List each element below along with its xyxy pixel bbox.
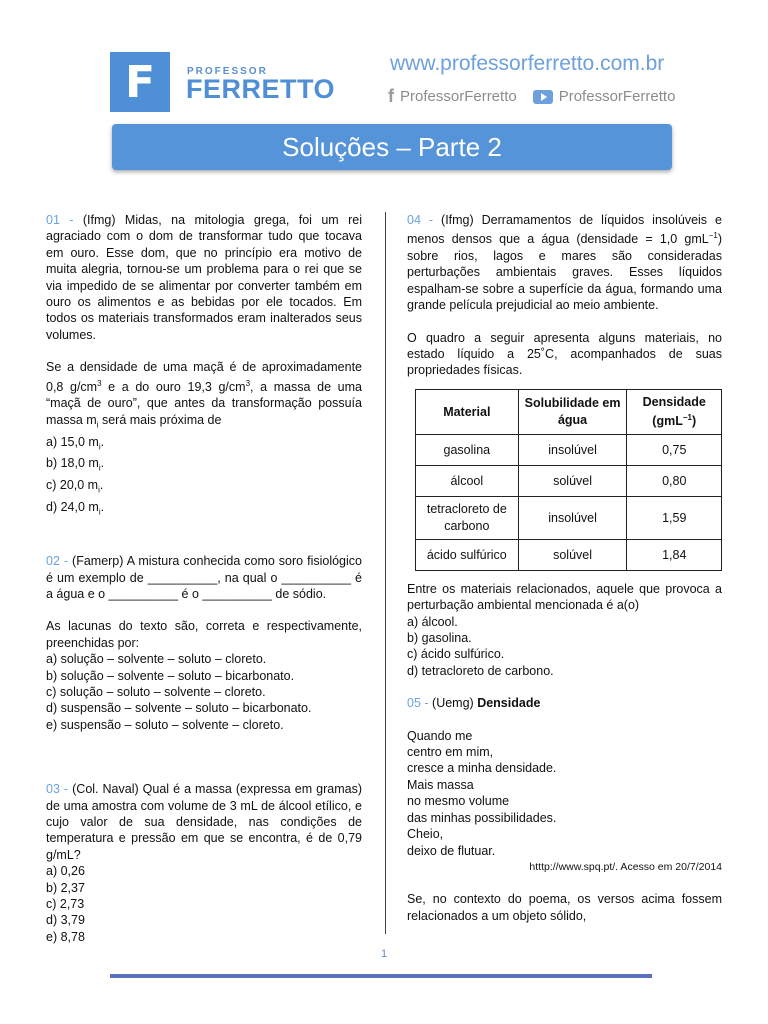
question-number: 01 - bbox=[46, 213, 74, 227]
option: b) 18,0 $m_i$. bbox=[46, 456, 105, 473]
question-04-stem: Entre os materiais relacionados, aquele que provoca a perturbação ambiental mencionada é a(o) bbox=[407, 581, 722, 613]
logo-title: FERRETTO bbox=[186, 74, 336, 104]
table-cell: 0,80 bbox=[627, 465, 722, 496]
option: c) 20,0 $m_i$. bbox=[46, 478, 104, 495]
table-cell: 0,75 bbox=[627, 434, 722, 465]
question-05-heading: 05 - (Uemg) Densidade bbox=[407, 696, 541, 711]
column-divider bbox=[385, 212, 386, 934]
poem-line: Quando me bbox=[407, 728, 473, 743]
table-cell: solúvel bbox=[518, 465, 627, 496]
option: a) álcool. bbox=[407, 614, 458, 629]
question-number: 05 - bbox=[407, 696, 429, 711]
table-cell: insolúvel bbox=[518, 434, 627, 465]
logo-subtitle: PROFESSOR bbox=[187, 66, 268, 77]
poem-line: centro em mim, bbox=[407, 745, 494, 760]
table-cell: 1,84 bbox=[627, 539, 722, 570]
option: e) 8,78 bbox=[46, 929, 85, 944]
question-02-text: 02 - (Famerp) A mistura conhecida como soro fisiológico é um exemplo de __________, na qual o __________ é a água e o __________ é o __________ de sódio. bbox=[46, 554, 362, 601]
question-03-text: 03 - (Col. Naval) Qual é a massa (expressa em gramas) de uma amostra com volume de 3 mL de álcool etílico, e cujo valor de sua densidade, nas condições de temperatura e pressão em que se encontra, é de 0,79 g/mL? bbox=[46, 782, 362, 862]
youtube-link[interactable]: ProfessorFerretto bbox=[558, 88, 676, 105]
website-link[interactable]: www.professorferretto.com.br bbox=[390, 52, 665, 75]
table-header: Solubilidade em água bbox=[518, 389, 627, 434]
option: a) solução – solvente – soluto – cloreto. bbox=[46, 652, 267, 667]
option: b) gasolina. bbox=[407, 631, 472, 646]
option: c) 2,73 bbox=[46, 897, 85, 912]
facebook-icon: f bbox=[388, 86, 394, 106]
properties-table bbox=[415, 389, 722, 571]
poem-line: no mesmo volume bbox=[407, 794, 510, 809]
question-02-stem: As lacunas do texto são, correta e respectivamente, preenchidas por: bbox=[46, 619, 362, 650]
logo-letter: F bbox=[124, 56, 156, 108]
poem-line: cresce a minha densidade. bbox=[407, 761, 557, 776]
poem-line: deixo de flutuar. bbox=[407, 843, 496, 858]
option: a) 15,0 $m_i$. bbox=[46, 434, 105, 452]
option: b) 2,37 bbox=[46, 880, 85, 895]
table-row bbox=[416, 496, 722, 539]
table-row bbox=[416, 434, 722, 465]
table-row bbox=[416, 539, 722, 570]
facebook-link[interactable]: ProfessorFerretto bbox=[400, 88, 517, 105]
social-links bbox=[388, 86, 675, 107]
youtube-icon bbox=[533, 90, 553, 104]
table-header: Densidade (gmL$^{-1}$) bbox=[627, 389, 722, 434]
table-row bbox=[416, 465, 722, 496]
option: c) solução – soluto – solvente – cloreto. bbox=[46, 685, 266, 699]
option: e) suspensão – soluto – solvente – cloreto. bbox=[46, 717, 284, 732]
question-01-text: 01 - (Ifmg) Midas, na mitologia grega, foi um rei agraciado com o dom de transformar tudo que tocava em ouro. Esse dom, que no princípio era motivo de muita alegria, tornou-se um problema para o rei que se via impedido de se alimentar por converter também em ouro os alimentos e as bebidas por ele tocados. Em todos os materiais transformados eram inalterados seus volumes. bbox=[46, 213, 362, 342]
footer-bar bbox=[110, 974, 652, 978]
poem-source: htttp://www.spq.pt/. Acesso em 20/7/2014 bbox=[529, 860, 722, 873]
poem-line: Cheio, bbox=[407, 827, 444, 842]
question-05-text: Se, no contexto do poema, os versos acima fossem relacionados a um objeto sólido, bbox=[407, 892, 722, 923]
table-cell: gasolina bbox=[416, 434, 519, 465]
table-cell: ácido sulfúrico bbox=[416, 539, 519, 570]
question-01-stem: Se a densidade de uma maçã é de aproximadamente 0,8 $g/cm^3$ e a do ouro 19,3 $g/cm^3$, a massa de uma “maçã de ouro”, que antes da transformação possuía massa $m_i$ será mais próxima de bbox=[46, 360, 362, 430]
option: d) tetracloreto de carbono. bbox=[407, 663, 554, 678]
table-cell: tetracloreto de carbono bbox=[416, 496, 519, 539]
table-header-row bbox=[416, 389, 722, 434]
option: b) solução – solvente – soluto – bicarbonato. bbox=[46, 668, 295, 683]
right-column bbox=[407, 212, 722, 924]
question-number: 04 - bbox=[407, 213, 434, 227]
option: c) ácido sulfúrico. bbox=[407, 647, 505, 662]
option: d) 24,0 $m_i$. bbox=[46, 500, 105, 517]
option: d) 3,79 bbox=[46, 913, 85, 928]
poem-line: Mais massa bbox=[407, 777, 474, 792]
table-cell: álcool bbox=[416, 465, 519, 496]
page-title: Soluções – Parte 2 bbox=[112, 124, 672, 170]
left-column bbox=[46, 212, 362, 945]
table-cell: 1,59 bbox=[627, 496, 722, 539]
option: d) suspensão – solvente – soluto – bicarbonato. bbox=[46, 701, 312, 716]
question-04-intro: O quadro a seguir apresenta alguns materiais, no estado líquido a 25˚C, acompanhados de suas propriedades físicas. bbox=[407, 330, 722, 378]
poem-line: das minhas possibilidades. bbox=[407, 810, 557, 825]
table-cell: insolúvel bbox=[518, 496, 627, 539]
table-cell: solúvel bbox=[518, 539, 627, 570]
table-header: Material bbox=[416, 389, 519, 434]
question-number: 03 - bbox=[46, 782, 69, 797]
question-number: 02 - bbox=[46, 554, 69, 569]
page-number: 1 bbox=[380, 948, 388, 960]
logo-mark bbox=[110, 52, 170, 112]
question-04-text: 04 - (Ifmg) Derramamentos de líquidos insolúveis e menos densos que a água (densidade = 1,0 gmL$^{-1}$) sobre rios, lagos e mares são consideradas perturbações ambientais graves. Esses líquidos espalham-se sobre a superfície da água, formando uma grande película prejudicial ao meio ambiente. bbox=[407, 213, 722, 313]
option: a) 0,26 bbox=[46, 864, 85, 879]
